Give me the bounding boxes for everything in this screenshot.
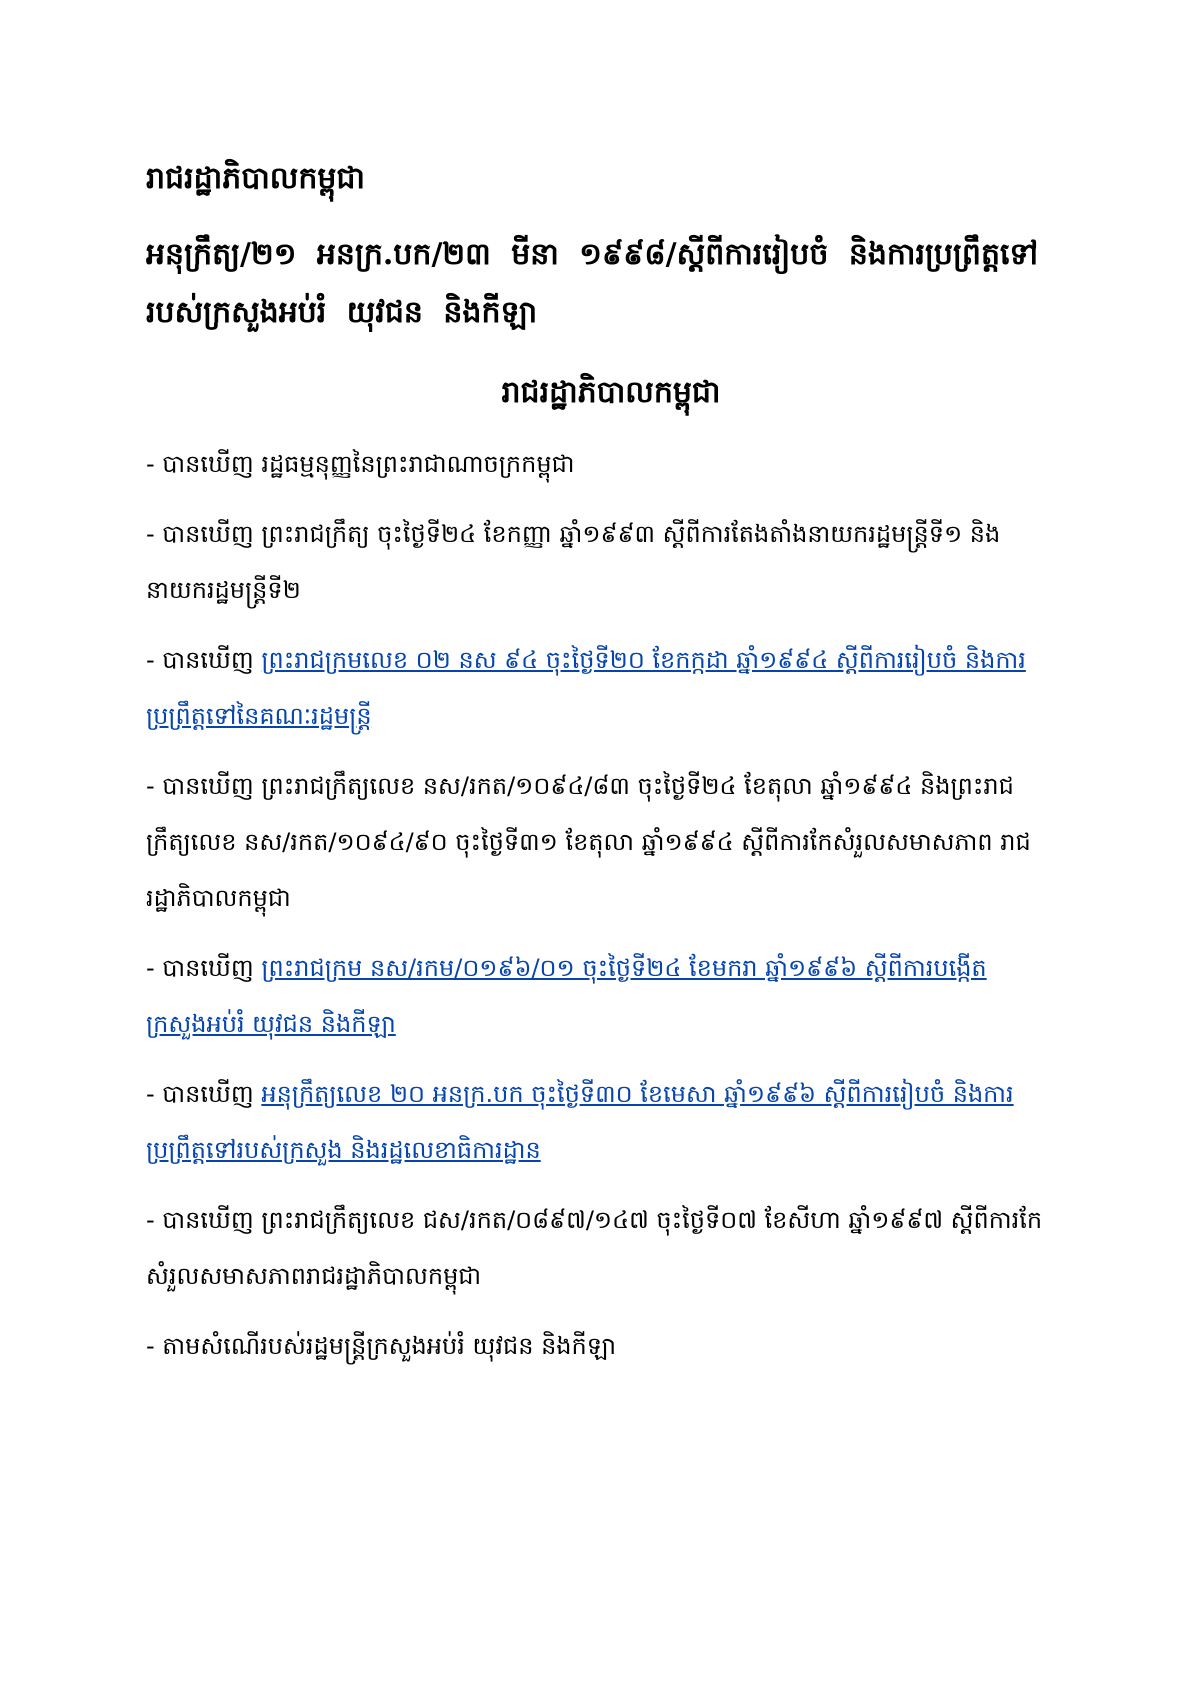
sub-decree-link-20[interactable]: អនុក្រឹត្យលេខ ២០ អនក្រ.បក ចុះថ្ងៃទី៣០ ខែមេសា ឆ្នាំ១៩៩៦ ស្តីពីការរៀបចំ និងការ ប្រព្រឹត្តទៅរបស់ក្រសួង និងរដ្ឋលេខាធិការដ្ឋាន [146, 1080, 1014, 1164]
item-text: ព្រះរាជក្រឹត្យ ចុះថ្ងៃទី២៤ ខែកញ្ញា ឆ្នាំ១៩៩៣ ស្តីពីការតែងតាំងនាយករដ្ឋមន្ត្រីទី១ និង នាយករដ្ឋមន្ត្រីទី២ [146, 520, 1001, 604]
reference-item-2 [146, 506, 1046, 618]
reference-item-4 [146, 758, 1046, 926]
royal-code-link-1994[interactable]: ព្រះរាជក្រមលេខ ០២ នស ៩៤ ចុះថ្ងៃទី២០ ខែកក្កដា ឆ្នាំ១៩៩៤ ស្តីពីការរៀបចំ និងការ ប្រព្រឹត្តទៅនៃគណៈរដ្ឋមន្ត្រី [146, 646, 1026, 730]
item-prefix: - បានឃើញ [146, 450, 262, 478]
reference-item-5 [146, 940, 1046, 1052]
document-page [146, 150, 1046, 1388]
item-prefix: - បានឃើញ [146, 954, 262, 982]
item-text: តាមសំណើរបស់រដ្ឋមន្ត្រីក្រសួងអប់រំ យុវជន និងកីឡា [162, 1332, 617, 1360]
item-text: រដ្ឋធម្មនុញ្ញនៃព្រះរាជាណាចក្រកម្ពុជា [261, 450, 575, 478]
item-prefix: - [146, 1332, 163, 1360]
item-prefix: - បានឃើញ [146, 1206, 262, 1234]
decree-title: អនុក្រឹត្យ/២១ អនក្រ.បក/២៣ មីនា ១៩៩៨/ស្តីពីការរៀបចំ និងការប្រព្រឹត្តទៅ របស់ក្រសួងអប់រំ យុវជន និងកីឡា [146, 237, 1039, 330]
reference-item-8 [146, 1318, 1046, 1374]
item-prefix: - បានឃើញ [146, 1080, 262, 1108]
reference-item-1 [146, 436, 1046, 492]
government-heading-top: រាជរដ្ឋាភិបាលកម្ពុជា [146, 161, 365, 196]
royal-code-link-1996[interactable]: ព្រះរាជក្រម នស/រកម/០១៩៦/០១ ចុះថ្ងៃទី២៤ ខែមករា ឆ្នាំ១៩៩៦ ស្តីពីការបង្កើត ក្រសួងអប់រំ យុវជន និងកីឡា [146, 954, 987, 1038]
item-text: ព្រះរាជក្រឹត្យលេខ នស/រកត/១០៩៤/៨៣ ចុះថ្ងៃទី២៤ ខែតុលា ឆ្នាំ១៩៩៤ និងព្រះរាជ ក្រឹត្យលេខ នស/រកត/១០៩៤/៩០ ចុះថ្ងៃទី៣១ ខែតុលា ឆ្នាំ១៩៩៤ ស្តីពីការកែសំរួលសមាសភាព រាជរដ្ឋាភិបាលកម្ពុជា [146, 772, 1031, 912]
government-heading-center: រាជរដ្ឋាភិបាលកម្ពុជា [501, 375, 721, 410]
item-text: ព្រះរាជក្រឹត្យលេខ ជស/រកត/០៨៩៧/១៤៧ ចុះថ្ងៃទី០៧ ខែសីហា ឆ្នាំ១៩៩៧ ស្តីពីការកែ សំរួលសមាសភាពរាជរដ្ឋាភិបាលកម្ពុជា [146, 1206, 1043, 1290]
item-prefix: - បានឃើញ [146, 520, 262, 548]
item-prefix: - បានឃើញ [146, 646, 262, 674]
reference-item-7 [146, 1192, 1046, 1304]
reference-item-6 [146, 1066, 1046, 1178]
item-prefix: - បានឃើញ [146, 772, 262, 800]
reference-item-3 [146, 632, 1046, 744]
